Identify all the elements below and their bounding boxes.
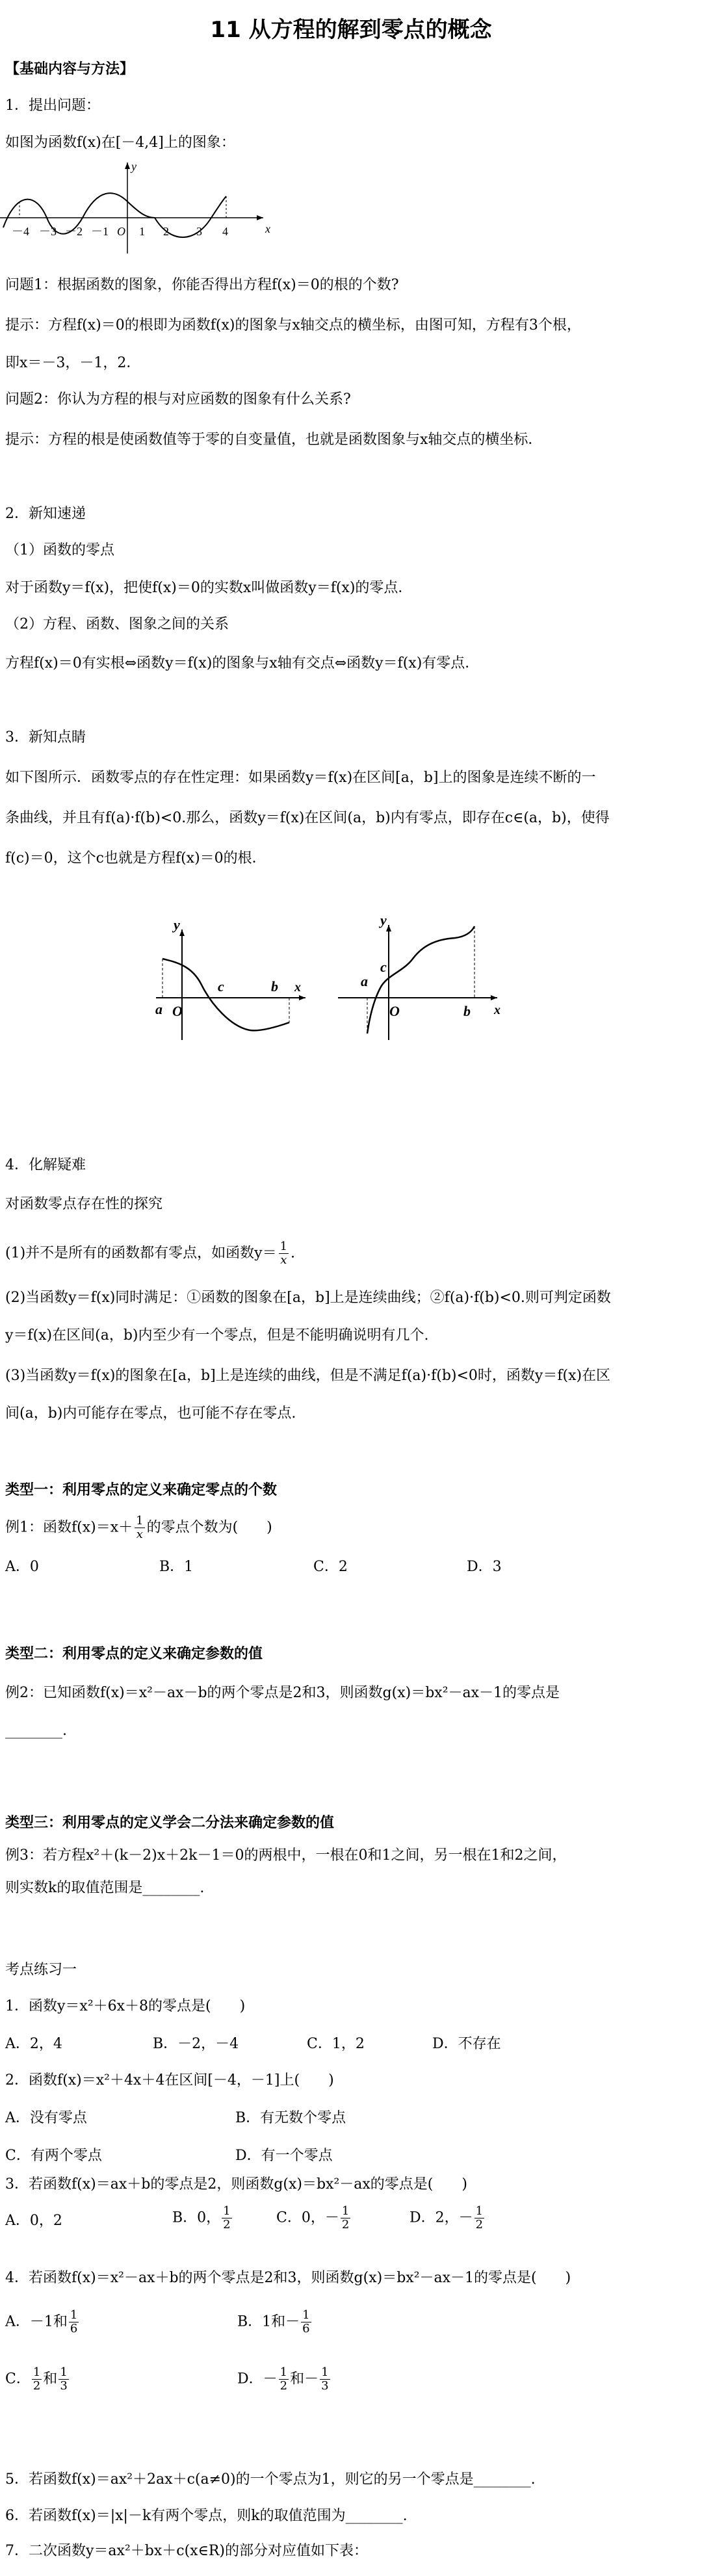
page-title: 11 从方程的解到零点的概念 [210,17,492,43]
g1-p3: 3 [196,225,202,238]
s1-a2: 提示：方程的根是使函数值等于零的自变量值，也就是函数图象与x轴交点的横坐标． [5,432,543,448]
g1-m2: －2 [65,225,83,238]
s4-sub: 对函数零点存在性的探究 [5,1196,163,1212]
q4-option-d: D．－ $\frac{1}{2}$ 和－ $\frac{1}{3}$ [237,2365,329,2393]
s4-p2-line1: (2)当函数y＝f(x)同时满足：①函数的图象在[a，b]上是连续曲线；②f(a)·f(b)<0.则可判定函数 [5,1290,611,1306]
g2-b1: b [271,978,278,995]
q2-option-a: A．没有零点 [5,2110,87,2126]
s1-a1-line1: 提示：方程f(x)＝0的根即为函数f(x)的图象与x轴交点的横坐标，由图可知，方程有3个根， [5,317,581,333]
g2-c2: c [380,959,387,975]
type2-line2: ________. [5,1723,67,1739]
s2-rel: 方程f(x)＝0有实根⇔函数y＝f(x)的图象与x轴有交点⇔函数y＝f(x)有零点． [5,655,480,671]
g1-m3: －3 [39,225,57,238]
g2-b2: b [463,1003,471,1019]
g1-p1: 1 [139,225,145,238]
type1-option-c: C．2 [313,1559,348,1575]
s1-a1-line2: 即x＝－3，－1，2． [5,355,141,371]
s2-def: 对于函数y＝f(x)，把使f(x)＝0的实数x叫做函数y＝f(x)的零点． [5,580,413,596]
g2-x1: x [294,980,301,995]
s1-heading: 1．提出问题： [5,98,100,114]
graph-2 [146,913,510,1053]
type2-line1: 例2：已知函数f(x)＝x²－ax－b的两个零点是2和3，则函数g(x)＝bx²－ax－1的零点是 [5,1685,560,1701]
s4-p2-line2: y＝f(x)在区间(a，b)内至少有一个零点，但是不能明确说明有几个. [5,1327,429,1344]
type1-option-d: D．3 [467,1559,502,1575]
s4-p3-line1: (3)当函数y＝f(x)的图象在[a，b]上是连续的曲线，但是不满足f(a)·f(b)<0时，函数y＝f(x)在区 [5,1368,611,1384]
s4-p3-line2: 间(a，b)内可能存在零点，也可能不存在零点. [5,1405,296,1422]
q2-option-d: D．有一个零点 [235,2148,333,2164]
g1-p4: 4 [222,225,228,238]
s2-sub1: （1）函数的零点 [5,542,114,558]
type1-option-b: B．1 [159,1559,194,1575]
s1-q2: 问题2：你认为方程的根与对应函数的图象有什么关系? [5,391,351,408]
g1-m1: －1 [91,225,109,238]
q3-option-b: B．0， $\frac{1}{2}$ [172,2204,231,2231]
q4-option-b: B．1和－ $\frac{1}{6}$ [237,2308,310,2335]
g1-o: O [117,225,125,238]
type3-line1: 例3：若方程x²＋(k－2)x＋2k－1＝0的两根中，一根在0和1之间，另一根在1和2之间， [5,1847,567,1864]
type3-line2: 则实数k的取值范围是________. [5,1880,205,1896]
s3-line2: 条曲线，并且有f(a)·f(b)<0.那么，函数y＝f(x)在区间(a，b)内有零点，即存在c∈(a，b)，使得 [5,810,610,826]
g1-m4: －4 [12,225,29,238]
practice-q5: 5．若函数f(x)＝ax²＋2ax＋c(a≠0)的一个零点为1，则它的另一个零点是________. [5,2471,536,2488]
s2-sub2: （2）方程、函数、图象之间的关系 [5,616,229,632]
section-basic-heading: 【基础内容与方法】 [5,61,135,77]
g1-p2: 2 [163,225,169,238]
s2-heading: 2．新知速递 [5,506,86,522]
type1-heading: 类型一：利用零点的定义来确定零点的个数 [5,1482,278,1498]
type3-heading: 类型三：利用零点的定义学会二分法来确定参数的值 [5,1815,335,1831]
practice-q3: 3．若函数f(x)＝ax＋b的零点是2，则函数g(x)＝bx²－ax的零点是( ) [5,2176,467,2192]
type1-option-a: A．0 [5,1559,39,1575]
q1-option-a: A．2，4 [5,2036,62,2052]
q3-option-a: A．0，2 [5,2213,62,2229]
practice-heading: 考点练习一 [5,1962,77,1978]
g2-x2: x [494,1003,500,1017]
practice-q4: 4．若函数f(x)＝x²－ax＋b的两个零点是2和3，则函数g(x)＝bx²－ax－1的零点是( ) [5,2270,571,2286]
q2-option-b: B．有无数个零点 [235,2110,346,2126]
g2-y1: y [174,917,180,933]
s4-heading: 4．化解疑难 [5,1157,86,1173]
practice-q1: 1．函数y＝x²＋6x＋8的零点是( ) [5,1998,246,2014]
s4-p1: (1)并不是所有的函数都有零点，如函数y＝ $\frac{1}{x}$ . [5,1240,296,1267]
type1-example: 例1：函数f(x)＝x＋ $\frac{1}{x}$ 的零点个数为( ) [5,1514,272,1541]
s3-line1: 如下图所示．函数零点的存在性定理：如果函数y＝f(x)在区间[a，b]上的图象是连续不断的一 [5,770,596,786]
q2-option-c: C．有两个零点 [5,2148,102,2164]
s3-heading: 3．新知点睛 [5,729,86,746]
g2-o2: O [389,1003,400,1019]
practice-q6: 6．若函数f(x)＝|x|－k有两个零点，则k的取值范围为________. [5,2508,408,2524]
s3-line3: f(c)＝0，这个c也就是方程f(x)＝0的根． [5,850,266,866]
q3-option-d: D．2，－ $\frac{1}{2}$ [410,2204,484,2231]
q1-option-d: D．不存在 [432,2036,501,2052]
s1-q1: 问题1：根据函数的图象，你能否得出方程f(x)＝0的根的个数? [5,277,399,293]
graph-1 [0,156,286,260]
q1-option-c: C．1，2 [307,2036,365,2052]
practice-q2: 2．函数f(x)＝x²＋4x＋4在区间[－4，－1]上( ) [5,2072,334,2088]
practice-q7: 7．二次函数y＝ax²＋bx＋c(x∈R)的部分对应值如下表： [5,2543,369,2559]
q3-option-c: C．0，－ $\frac{1}{2}$ [276,2204,350,2231]
g2-y2: y [380,913,387,928]
s1-intro: 如图为函数f(x)在[－4,4]上的图象： [5,135,235,151]
type2-heading: 类型二：利用零点的定义来确定参数的值 [5,1646,263,1662]
g2-o1: O [172,1003,183,1019]
g2-a2: a [361,973,368,989]
g2-a1: a [155,1001,162,1017]
q1-option-b: B．－2，－4 [153,2036,239,2052]
q4-option-c: C． $\frac{1}{2}$ 和 $\frac{1}{3}$ [5,2365,68,2393]
g1-y: y [131,160,136,173]
q4-option-a: A．－1和 $\frac{1}{6}$ [5,2308,78,2335]
g1-x: x [265,222,270,235]
g2-c1: c [218,978,224,995]
